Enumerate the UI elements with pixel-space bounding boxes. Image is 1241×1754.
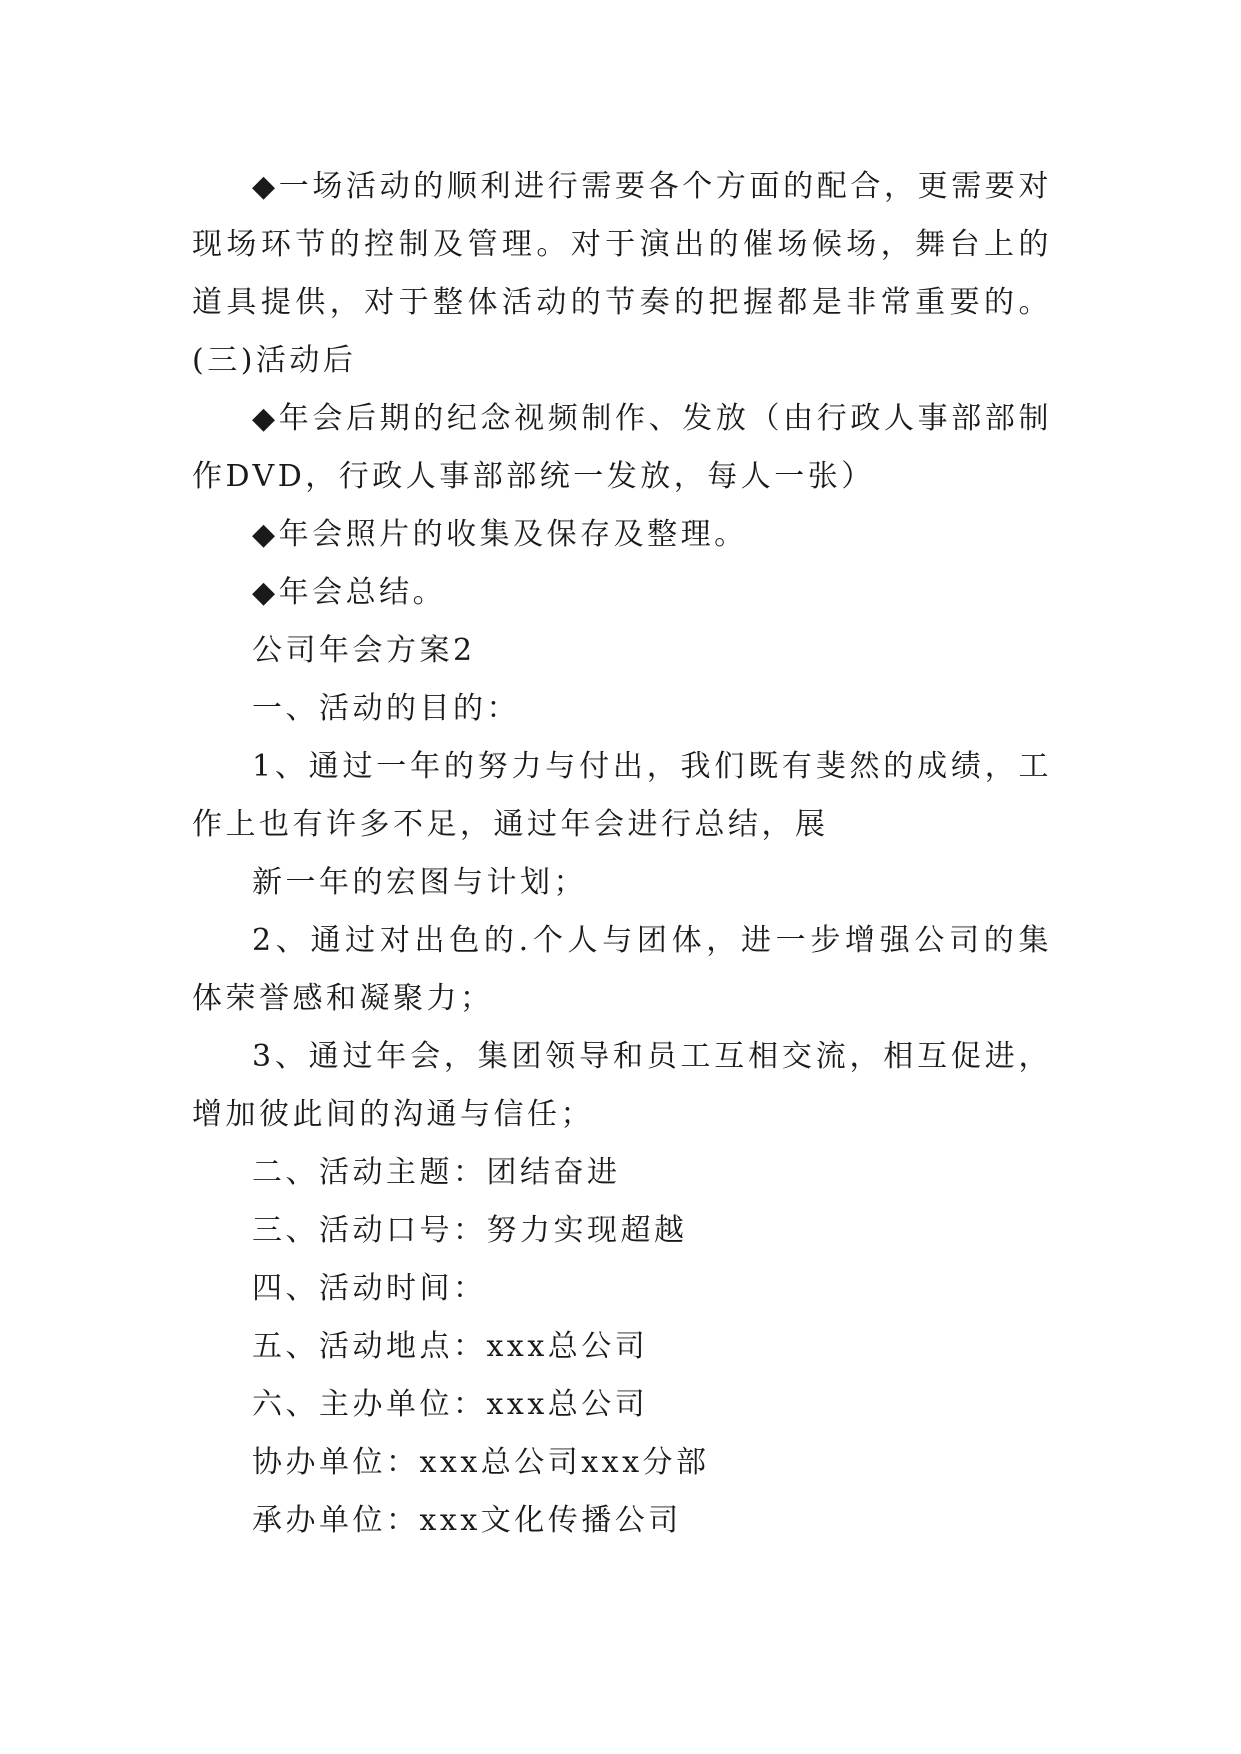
event-co-organizer: 协办单位：xxx总公司xxx分部 — [252, 1445, 710, 1480]
paragraph-photo-collection: ◆年会照片的收集及保存及整理。 — [252, 517, 748, 552]
event-location: 五、活动地点：xxx总公司 — [252, 1329, 649, 1364]
event-undertaker: 承办单位：xxx文化传播公司 — [252, 1503, 682, 1538]
purpose-item-3: 3、通过年会，集团领导和员工互相交流，相互促进，增加彼此间的沟通与信任； — [192, 1039, 1052, 1132]
purpose-item-1-continued: 新一年的宏图与计划； — [252, 865, 587, 900]
document-body — [192, 158, 1052, 1550]
section-heading-plan-2: 公司年会方案2 — [252, 633, 476, 668]
event-slogan: 三、活动口号：努力实现超越 — [252, 1213, 688, 1248]
purpose-item-2: 2、通过对出色的.个人与团体，进一步增强公司的集体荣誉感和凝聚力； — [192, 923, 1052, 1016]
section-heading-purpose: 一、活动的目的： — [252, 691, 520, 726]
purpose-item-1: 1、通过一年的努力与付出，我们既有斐然的成绩，工作上也有许多不足，通过年会进行总结，展 — [192, 749, 1052, 842]
paragraph-annual-summary: ◆年会总结。 — [252, 575, 447, 610]
event-host: 六、主办单位：xxx总公司 — [252, 1387, 649, 1422]
event-theme: 二、活动主题：团结奋进 — [252, 1155, 621, 1190]
paragraph-during-event-control: ◆一场活动的顺利进行需要各个方面的配合，更需要对现场环节的控制及管理。对于演出的催场候场，舞台上的道具提供，对于整体活动的节奏的把握都是非常重要的。(三)活动后 — [192, 169, 1052, 378]
event-time: 四、活动时间： — [252, 1271, 487, 1306]
paragraph-commemorative-video: ◆年会后期的纪念视频制作、发放（由行政人事部部制作DVD，行政人事部部统一发放，每人一张） — [192, 401, 1052, 494]
